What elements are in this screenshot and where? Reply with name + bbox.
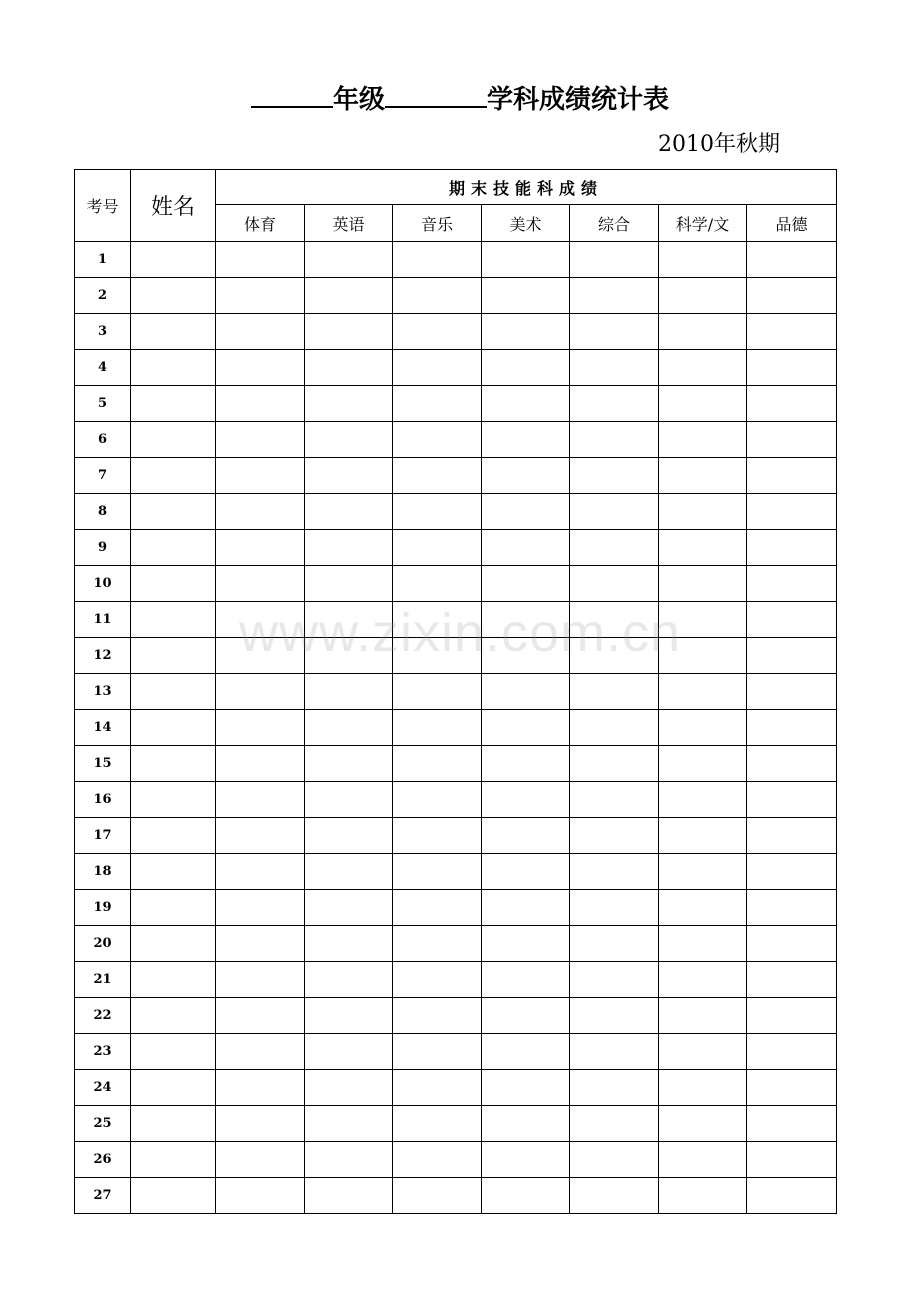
exam-number-cell: 16 [75,782,131,818]
score-cell[interactable] [393,350,482,386]
grade-blank [251,78,333,108]
score-cell[interactable] [747,890,837,926]
score-cell[interactable] [482,566,570,602]
score-cell[interactable] [747,242,837,278]
score-cell[interactable] [482,1034,570,1070]
score-cell[interactable] [659,998,747,1034]
name-cell[interactable] [131,638,216,674]
score-cell[interactable] [216,278,305,314]
exam-number-cell: 24 [75,1070,131,1106]
score-cell[interactable] [393,962,482,998]
score-cell[interactable] [747,1034,837,1070]
name-cell[interactable] [131,314,216,350]
score-cell[interactable] [570,710,659,746]
score-cell[interactable] [216,1070,305,1106]
score-cell[interactable] [216,818,305,854]
score-cell[interactable] [393,1070,482,1106]
score-cell[interactable] [305,998,393,1034]
score-cell[interactable] [305,278,393,314]
score-cell[interactable] [393,926,482,962]
name-cell[interactable] [131,710,216,746]
score-cell[interactable] [482,386,570,422]
score-cell[interactable] [482,314,570,350]
score-cell[interactable] [216,926,305,962]
name-cell[interactable] [131,602,216,638]
score-cell[interactable] [305,602,393,638]
score-cell[interactable] [482,782,570,818]
name-cell[interactable] [131,278,216,314]
score-cell[interactable] [305,1106,393,1142]
name-cell[interactable] [131,530,216,566]
exam-number-cell: 10 [75,566,131,602]
score-cell[interactable] [747,458,837,494]
score-cell[interactable] [216,890,305,926]
score-cell[interactable] [747,530,837,566]
table-row [75,1106,837,1142]
score-cell[interactable] [747,422,837,458]
score-cell[interactable] [659,1178,747,1214]
name-cell[interactable] [131,422,216,458]
score-cell[interactable] [305,638,393,674]
score-cell[interactable] [393,890,482,926]
score-cell[interactable] [570,314,659,350]
score-cell[interactable] [305,566,393,602]
score-cell[interactable] [747,386,837,422]
score-cell[interactable] [482,350,570,386]
exam-number-cell: 19 [75,890,131,926]
score-cell[interactable] [659,530,747,566]
score-cell[interactable] [659,1106,747,1142]
table-row [75,566,837,602]
table-row [75,782,837,818]
score-cell[interactable] [482,278,570,314]
score-cell[interactable] [570,998,659,1034]
table-row [75,278,837,314]
score-cell[interactable] [216,710,305,746]
exam-number-cell: 20 [75,926,131,962]
exam-number-cell: 11 [75,602,131,638]
score-cell[interactable] [216,962,305,998]
score-cell[interactable] [216,1142,305,1178]
exam-number-cell: 18 [75,854,131,890]
name-cell[interactable] [131,1142,216,1178]
subject-header: 美术 [482,205,570,242]
score-cell[interactable] [216,602,305,638]
score-cell[interactable] [570,782,659,818]
score-cell[interactable] [659,782,747,818]
name-cell[interactable] [131,998,216,1034]
score-cell[interactable] [659,926,747,962]
score-cell[interactable] [482,242,570,278]
subject-header: 体育 [216,205,305,242]
score-cell[interactable] [216,458,305,494]
exam-number-cell: 27 [75,1178,131,1214]
table-row [75,818,837,854]
score-cell[interactable] [216,998,305,1034]
score-cell[interactable] [482,818,570,854]
score-cell[interactable] [305,926,393,962]
score-cell[interactable] [747,638,837,674]
table-row [75,602,837,638]
score-cell[interactable] [570,602,659,638]
table-row [75,674,837,710]
score-cell[interactable] [747,854,837,890]
score-cell[interactable] [747,746,837,782]
score-cell[interactable] [393,1034,482,1070]
score-cell[interactable] [659,278,747,314]
exam-number-cell: 8 [75,494,131,530]
score-cell[interactable] [393,746,482,782]
title-subject-text: 学科成绩统计表 [487,85,670,115]
score-cell[interactable] [659,710,747,746]
score-cell[interactable] [393,710,482,746]
score-cell[interactable] [747,1106,837,1142]
score-cell[interactable] [393,566,482,602]
score-cell[interactable] [570,566,659,602]
page-title [0,78,920,120]
score-cell[interactable] [570,818,659,854]
score-cell[interactable] [659,350,747,386]
table-row [75,854,837,890]
name-cell[interactable] [131,890,216,926]
name-cell[interactable] [131,782,216,818]
score-cell[interactable] [216,1178,305,1214]
score-cell[interactable] [482,854,570,890]
score-cell[interactable] [216,638,305,674]
table-row [75,890,837,926]
score-cell[interactable] [216,422,305,458]
exam-number-cell: 9 [75,530,131,566]
table-row [75,494,837,530]
score-cell[interactable] [216,314,305,350]
score-cell[interactable] [659,890,747,926]
score-cell[interactable] [482,746,570,782]
score-cell[interactable] [747,314,837,350]
column-header-name: 姓名 [131,170,216,242]
score-cell[interactable] [570,1106,659,1142]
score-cell[interactable] [747,962,837,998]
score-cell[interactable] [482,458,570,494]
score-table [74,169,837,1214]
score-cell[interactable] [305,530,393,566]
score-cell[interactable] [305,674,393,710]
score-cell[interactable] [393,314,482,350]
score-cell[interactable] [216,566,305,602]
term-label: 2010年秋期 [658,132,780,157]
watermark: www.zixin.com.cn [238,603,682,663]
score-cell[interactable] [747,818,837,854]
score-cell[interactable] [747,998,837,1034]
score-cell[interactable] [393,1142,482,1178]
subject-header: 品德 [747,205,837,242]
score-cell[interactable] [482,1106,570,1142]
score-cell[interactable] [482,1178,570,1214]
score-cell[interactable] [747,602,837,638]
score-cell[interactable] [305,314,393,350]
score-cell[interactable] [393,782,482,818]
score-cell[interactable] [482,422,570,458]
score-cell[interactable] [570,1178,659,1214]
table-row [75,350,837,386]
score-cell[interactable] [659,422,747,458]
score-cell[interactable] [747,1070,837,1106]
exam-number-cell: 14 [75,710,131,746]
score-cell[interactable] [393,242,482,278]
column-header-exam-number: 考号 [75,170,131,242]
table-row [75,1142,837,1178]
score-cell[interactable] [659,638,747,674]
score-cell[interactable] [747,1178,837,1214]
score-cell[interactable] [216,746,305,782]
name-cell[interactable] [131,818,216,854]
score-cell[interactable] [570,638,659,674]
score-cell[interactable] [659,854,747,890]
score-cell[interactable] [305,710,393,746]
name-cell[interactable] [131,1034,216,1070]
table-row [75,746,837,782]
score-cell[interactable] [482,962,570,998]
table-row [75,1070,837,1106]
title-grade-text: 年级 [332,85,385,115]
score-cell[interactable] [570,350,659,386]
score-cell[interactable] [216,386,305,422]
score-cell[interactable] [393,638,482,674]
score-cell[interactable] [393,1106,482,1142]
subject-header: 科学/文 [659,205,747,242]
score-cell[interactable] [305,818,393,854]
table-row [75,242,837,278]
score-cell[interactable] [216,1034,305,1070]
score-cell[interactable] [393,278,482,314]
score-cell[interactable] [482,602,570,638]
score-cell[interactable] [747,710,837,746]
score-cell[interactable] [482,998,570,1034]
subject-header: 音乐 [393,205,482,242]
name-cell[interactable] [131,386,216,422]
score-cell[interactable] [570,242,659,278]
exam-number-cell: 12 [75,638,131,674]
score-cell[interactable] [305,1070,393,1106]
name-cell[interactable] [131,566,216,602]
score-cell[interactable] [305,458,393,494]
score-cell[interactable] [305,386,393,422]
score-cell[interactable] [305,494,393,530]
exam-number-cell: 22 [75,998,131,1034]
exam-number-cell: 13 [75,674,131,710]
score-cell[interactable] [305,746,393,782]
table-row [75,710,837,746]
score-cell[interactable] [393,422,482,458]
table-row [75,458,837,494]
score-cell[interactable] [305,422,393,458]
score-cell[interactable] [482,674,570,710]
score-cell[interactable] [570,674,659,710]
score-cell[interactable] [216,242,305,278]
name-cell[interactable] [131,1106,216,1142]
score-cell[interactable] [393,854,482,890]
name-cell[interactable] [131,1178,216,1214]
score-cell[interactable] [393,818,482,854]
score-cell[interactable] [659,494,747,530]
score-cell[interactable] [305,890,393,926]
score-cell[interactable] [747,1142,837,1178]
score-cell[interactable] [393,674,482,710]
score-cell[interactable] [659,962,747,998]
score-cell[interactable] [747,782,837,818]
score-cell[interactable] [570,890,659,926]
score-cell[interactable] [570,746,659,782]
header-row [75,170,837,205]
score-cell[interactable] [393,998,482,1034]
score-cell[interactable] [482,530,570,566]
name-cell[interactable] [131,242,216,278]
score-cell[interactable] [747,278,837,314]
score-cell[interactable] [570,458,659,494]
table-row [75,962,837,998]
score-cell[interactable] [216,530,305,566]
score-cell[interactable] [659,818,747,854]
name-cell[interactable] [131,746,216,782]
name-cell[interactable] [131,674,216,710]
score-cell[interactable] [305,242,393,278]
exam-number-cell: 21 [75,962,131,998]
subject-header: 综合 [570,205,659,242]
score-cell[interactable] [305,1034,393,1070]
table-row [75,1178,837,1214]
name-cell[interactable] [131,458,216,494]
name-cell[interactable] [131,926,216,962]
score-cell[interactable] [305,962,393,998]
score-cell[interactable] [570,386,659,422]
score-cell[interactable] [393,530,482,566]
table-row [75,638,837,674]
name-cell[interactable] [131,1070,216,1106]
score-cell[interactable] [216,350,305,386]
score-cell[interactable] [570,1070,659,1106]
score-cell[interactable] [659,602,747,638]
score-cell[interactable] [747,674,837,710]
score-cell[interactable] [659,1070,747,1106]
score-cell[interactable] [570,422,659,458]
name-cell[interactable] [131,494,216,530]
exam-number-cell: 1 [75,242,131,278]
score-cell[interactable] [747,494,837,530]
subject-blank [385,78,487,108]
score-cell[interactable] [659,1034,747,1070]
score-cell[interactable] [482,1070,570,1106]
table-row [75,926,837,962]
score-cell[interactable] [482,638,570,674]
score-cell[interactable] [659,674,747,710]
exam-number-cell: 2 [75,278,131,314]
score-cell[interactable] [216,1106,305,1142]
table-row [75,1034,837,1070]
score-cell[interactable] [747,566,837,602]
score-cell[interactable] [659,746,747,782]
score-cell[interactable] [570,1034,659,1070]
score-cell[interactable] [570,494,659,530]
exam-number-cell: 26 [75,1142,131,1178]
score-cell[interactable] [570,1142,659,1178]
score-cell[interactable] [482,494,570,530]
group-header-final-scores: 期末技能科成绩 [216,170,837,205]
score-cell[interactable] [659,314,747,350]
exam-number-cell: 5 [75,386,131,422]
exam-number-cell: 17 [75,818,131,854]
score-cell[interactable] [570,854,659,890]
score-cell[interactable] [216,674,305,710]
score-cell[interactable] [482,890,570,926]
table-row [75,386,837,422]
exam-number-cell: 3 [75,314,131,350]
table-row [75,314,837,350]
score-cell[interactable] [570,530,659,566]
score-cell[interactable] [570,926,659,962]
score-cell[interactable] [747,350,837,386]
score-cell[interactable] [305,1142,393,1178]
score-cell[interactable] [216,494,305,530]
score-cell[interactable] [393,458,482,494]
score-cell[interactable] [659,458,747,494]
score-cell[interactable] [570,278,659,314]
score-cell[interactable] [305,1178,393,1214]
score-cell[interactable] [482,926,570,962]
score-cell[interactable] [659,566,747,602]
exam-number-cell: 25 [75,1106,131,1142]
subject-header: 英语 [305,205,393,242]
exam-number-cell: 23 [75,1034,131,1070]
score-cell[interactable] [482,1142,570,1178]
score-cell[interactable] [305,782,393,818]
score-cell[interactable] [393,386,482,422]
score-cell[interactable] [659,1142,747,1178]
score-cell[interactable] [393,602,482,638]
score-cell[interactable] [305,350,393,386]
score-cell[interactable] [216,854,305,890]
name-cell[interactable] [131,350,216,386]
score-cell[interactable] [659,242,747,278]
score-cell[interactable] [570,962,659,998]
table-row [75,998,837,1034]
score-cell[interactable] [305,854,393,890]
table-row [75,530,837,566]
score-cell[interactable] [216,782,305,818]
exam-number-cell: 4 [75,350,131,386]
exam-number-cell: 15 [75,746,131,782]
score-cell[interactable] [659,386,747,422]
score-cell[interactable] [393,1178,482,1214]
score-cell[interactable] [393,494,482,530]
exam-number-cell: 7 [75,458,131,494]
name-cell[interactable] [131,962,216,998]
table-row [75,422,837,458]
score-cell[interactable] [482,710,570,746]
name-cell[interactable] [131,854,216,890]
score-cell[interactable] [747,926,837,962]
exam-number-cell: 6 [75,422,131,458]
